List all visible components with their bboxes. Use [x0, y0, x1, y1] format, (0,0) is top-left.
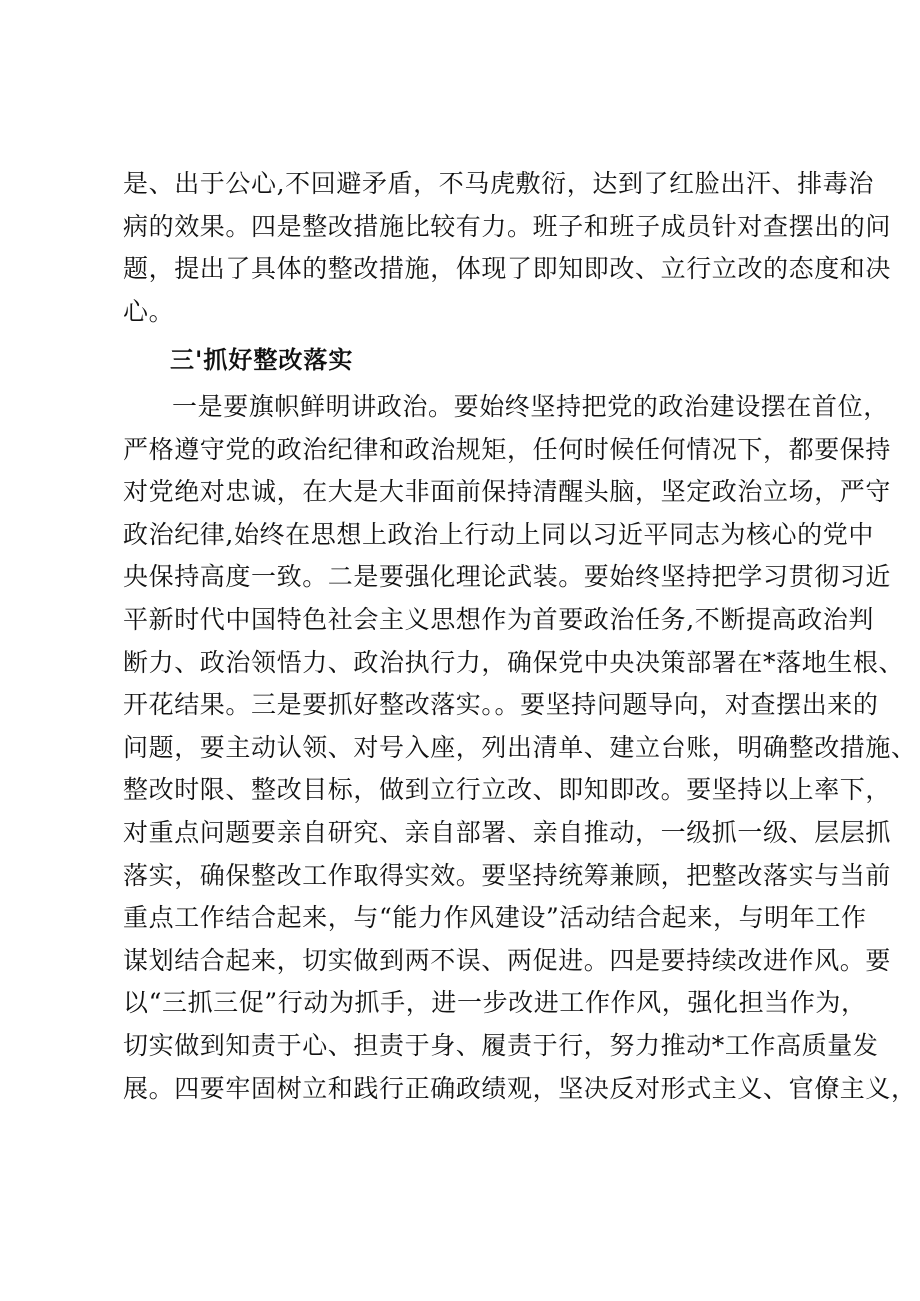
text-line: 病的效果。四是整改措施比较有力。班子和班子成员针对查摆出的问	[123, 211, 892, 241]
text-line: 心。	[123, 296, 175, 326]
text-line: 切实做到知责于心、担责于身、履责于行，努力推动*工作高质量发	[123, 1031, 879, 1060]
text-line: 整改时限、整改目标，做到立行立改、即知即改。要坚持以上率下，	[123, 775, 892, 805]
text-line: 一是要旗帜鲜明讲政治。要始终坚持把党的政治建设摆在首位，	[172, 392, 889, 421]
text-line: 以“三抓三促”行动为抓手，进一步改进工作作风，强化担当作为，	[123, 988, 867, 1018]
text-line: 开花结果。三是要抓好整改落实。。要坚持问题导向，对查摆出来的	[123, 690, 879, 720]
text-line: 谋划结合起来，切实做到两不误、两促进。四是要持续改进作风。要	[123, 945, 892, 975]
text-line: 对重点问题要亲自研究、亲自部署、亲自推动，一级抓一级、层层抓	[123, 818, 892, 847]
text-line: 落实，确保整改工作取得实效。要坚持统筹兼顾，把整改落实与当前	[123, 860, 892, 890]
text-line: 断力、政治领悟力、政治执行力，确保党中央决策部署在*落地生根、	[123, 647, 905, 677]
section-heading: 三'抓好整改落实	[170, 346, 354, 374]
text-line: 严格遵守党的政治纪律和政治规矩，任何时候任何情况下，都要保持	[123, 434, 892, 464]
text-line: 政治纪律,始终在思想上政治上行动上同以习近平同志为核心的党中	[123, 519, 874, 549]
text-line: 问题，要主动认领、对号入座，列出清单、建立台账，明确整改措施、	[123, 732, 917, 762]
text-line: 是、出于公心,不回避矛盾，不马虎敷衍，达到了红脸出汗、排毒治	[123, 169, 874, 198]
text-line: 平新时代中国特色社会主义思想作为首要政治任务,不断提高政治判	[123, 605, 874, 634]
text-line: 重点工作结合起来，与“能力作风建设”活动结合起来，与明年工作	[123, 903, 867, 933]
text-line: 对党绝对忠诚，在大是大非面前保持清醒头脑，坚定政治立场，严守	[123, 477, 892, 507]
text-line: 展。四要牢固树立和践行正确政绩观，坚决反对形式主义、官僚主义，	[123, 1073, 917, 1103]
text-line: 题，提出了具体的整改措施，体现了即知即改、立行立改的态度和决	[123, 254, 892, 283]
text-line: 央保持高度一致。二是要强化理论武装。要始终坚持把学习贯彻习近	[123, 562, 892, 592]
